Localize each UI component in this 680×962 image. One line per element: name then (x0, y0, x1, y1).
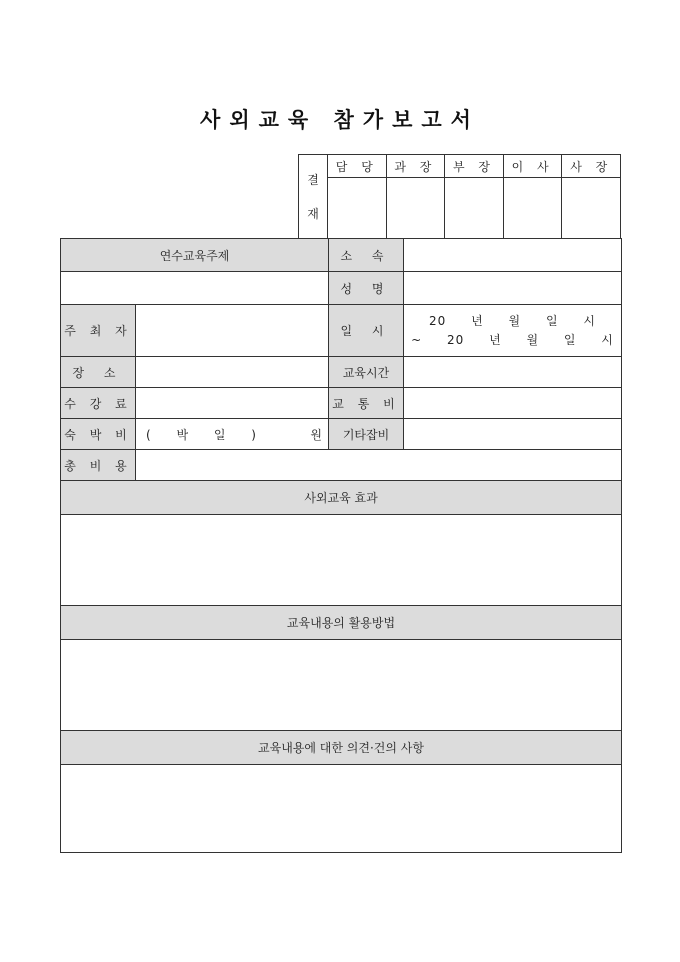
approval-header-staff: 담 당 (328, 155, 387, 178)
approval-sign-director[interactable] (503, 178, 562, 239)
approval-header-section-chief: 과 장 (386, 155, 445, 178)
topic-label: 연수교육주제 (61, 239, 329, 272)
approval-label-bottom: 재 (307, 206, 319, 221)
hours-field[interactable] (404, 357, 622, 388)
hours-label: 교육시간 (329, 357, 404, 388)
host-label: 주 최 자 (61, 305, 136, 357)
total-label: 총 비 용 (61, 450, 136, 481)
name-field[interactable] (404, 272, 622, 305)
approval-sign-president[interactable] (562, 178, 621, 239)
approval-label-top: 결 (307, 172, 319, 187)
name-label: 성 명 (329, 272, 404, 305)
approval-sign-dept-head[interactable] (445, 178, 504, 239)
place-field[interactable] (136, 357, 329, 388)
total-field[interactable] (136, 450, 622, 481)
topic-field[interactable] (61, 272, 329, 305)
fee-field[interactable] (136, 388, 329, 419)
dept-label: 소 속 (329, 239, 404, 272)
approval-sign-section-chief[interactable] (386, 178, 445, 239)
usage-section-title: 교육내용의 활용방법 (61, 606, 622, 640)
effect-field[interactable] (61, 515, 622, 606)
report-form (60, 238, 622, 853)
dept-field[interactable] (404, 239, 622, 272)
lodging-label: 숙 박 비 (61, 419, 136, 450)
host-field[interactable] (136, 305, 329, 357)
place-label: 장 소 (61, 357, 136, 388)
opinion-section-title: 교육내용에 대한 의견·건의 사항 (61, 731, 622, 765)
approval-label (299, 155, 328, 239)
fee-label: 수 강 료 (61, 388, 136, 419)
misc-label: 기타잡비 (329, 419, 404, 450)
opinion-field[interactable] (61, 765, 622, 853)
date-end-line: ~ 20 년 월 일 시 (411, 332, 614, 347)
datetime-field[interactable] (404, 305, 622, 357)
document-title: 사외교육 참가보고서 (200, 107, 480, 132)
approval-header-president: 사 장 (562, 155, 621, 178)
transport-label: 교 통 비 (329, 388, 404, 419)
usage-field[interactable] (61, 640, 622, 731)
date-start-line: 20 년 월 일 시 (429, 313, 596, 328)
approval-table (298, 154, 621, 239)
approval-header-director: 이 사 (503, 155, 562, 178)
approval-header-dept-head: 부 장 (445, 155, 504, 178)
transport-field[interactable] (404, 388, 622, 419)
lodging-unit: 원 (310, 427, 322, 442)
misc-field[interactable] (404, 419, 622, 450)
approval-sign-staff[interactable] (328, 178, 387, 239)
lodging-nights-days: ( 박 일 ) (146, 427, 256, 442)
lodging-field[interactable] (136, 419, 329, 450)
effect-section-title: 사외교육 효과 (61, 481, 622, 515)
datetime-label: 일 시 (329, 305, 404, 357)
